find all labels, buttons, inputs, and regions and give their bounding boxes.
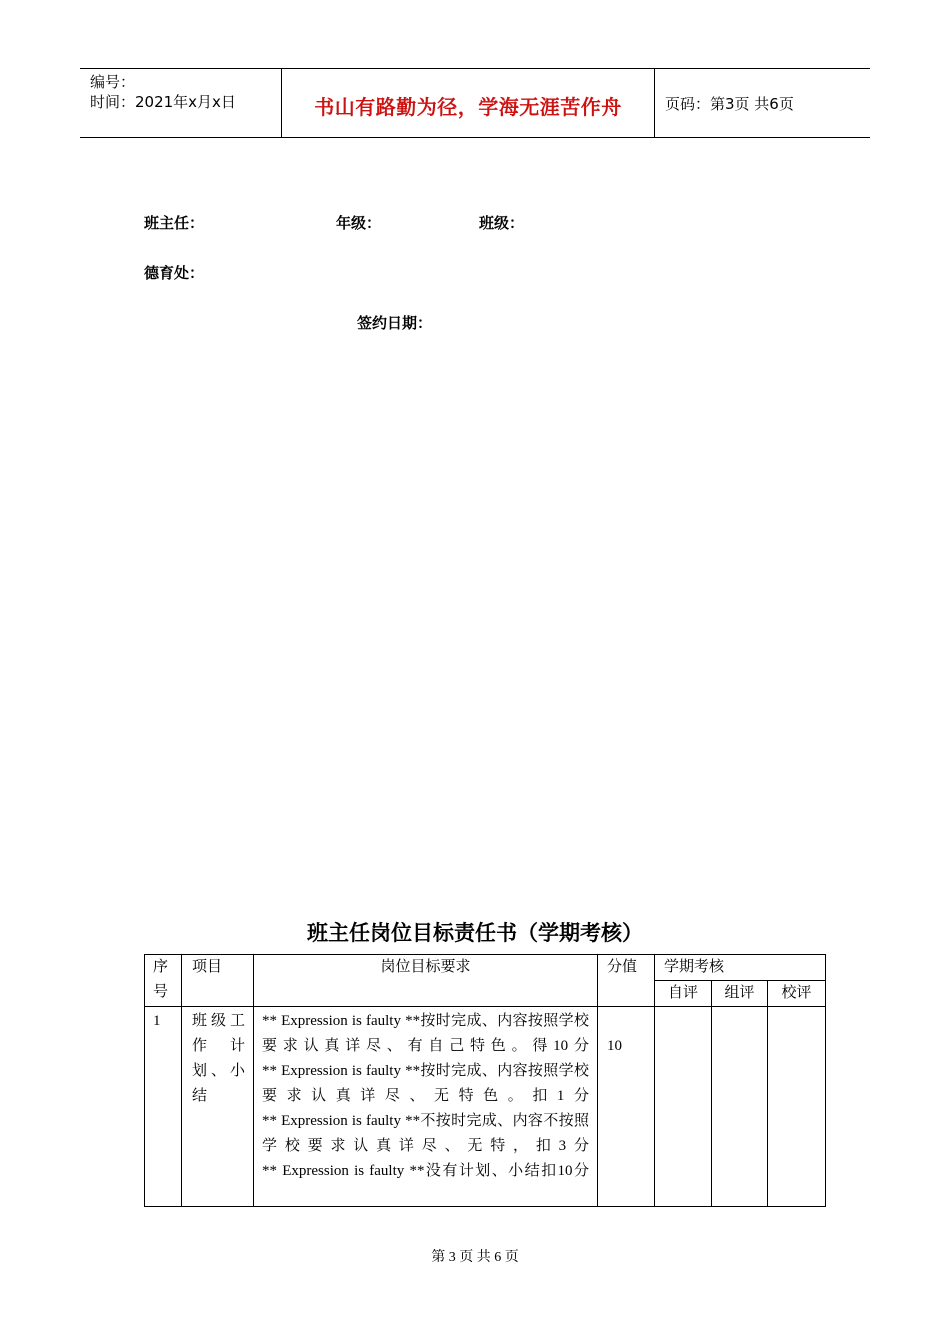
header-score: 分值 bbox=[598, 955, 655, 1007]
document-title: 班主任岗位目标责任书（学期考核） bbox=[307, 921, 643, 945]
grade-label: 年级： bbox=[336, 214, 382, 232]
row-group-review bbox=[712, 1007, 768, 1207]
time-label: 时间：2021年x月x日 bbox=[90, 93, 236, 111]
serial-label: 编号： bbox=[90, 73, 136, 91]
row-requirements bbox=[254, 1007, 598, 1207]
requirement-line: ** Expression is faulty **不按时完成、内容不按照学校要求认真详尽、无特，扣3分 bbox=[262, 1113, 589, 1154]
header-item: 项目 bbox=[182, 955, 254, 1007]
requirement-line: ** Expression is faulty **没有计划、小结扣10分 bbox=[262, 1163, 589, 1179]
moral-office-label: 德育处： bbox=[144, 264, 205, 282]
header-school-review: 校评 bbox=[768, 981, 826, 1007]
header-page-number: 页码：第3页 共6页 bbox=[665, 95, 794, 113]
row-school-review bbox=[768, 1007, 826, 1207]
assessment-table bbox=[144, 954, 826, 1207]
requirement-line: ** Expression is faulty **按时完成、内容按照学校要求认真详尽、无特色。扣1分 bbox=[262, 1063, 589, 1104]
table-row bbox=[145, 1007, 826, 1207]
header-group-review: 组评 bbox=[712, 981, 768, 1007]
header-left-cell bbox=[80, 69, 282, 137]
page-footer: 第 3 页 共 6 页 bbox=[431, 1250, 519, 1265]
class-label: 班级： bbox=[479, 214, 525, 232]
row-seq: 1 bbox=[145, 1007, 182, 1207]
table-header-row bbox=[145, 955, 826, 981]
header-seq: 序号 bbox=[145, 955, 182, 1007]
header-term-review: 学期考核 bbox=[655, 955, 826, 981]
row-self-review bbox=[655, 1007, 712, 1207]
page-header bbox=[80, 68, 870, 138]
sign-date-label: 签约日期： bbox=[357, 314, 433, 332]
teacher-label: 班主任： bbox=[144, 214, 205, 232]
header-page-cell bbox=[655, 69, 870, 137]
requirement-line: ** Expression is faulty **按时完成、内容按照学校要求认真详尽、有自己特色。得10分 bbox=[262, 1013, 589, 1054]
header-self-review: 自评 bbox=[655, 981, 712, 1007]
row-item: 班级工作计划、小结 bbox=[182, 1007, 254, 1207]
header-requirement: 岗位目标要求 bbox=[254, 955, 598, 1007]
header-motto-cell bbox=[282, 69, 655, 137]
motto-text: 书山有路勤为径，学海无涯苦作舟 bbox=[314, 95, 622, 119]
row-score: 10 bbox=[598, 1007, 655, 1207]
